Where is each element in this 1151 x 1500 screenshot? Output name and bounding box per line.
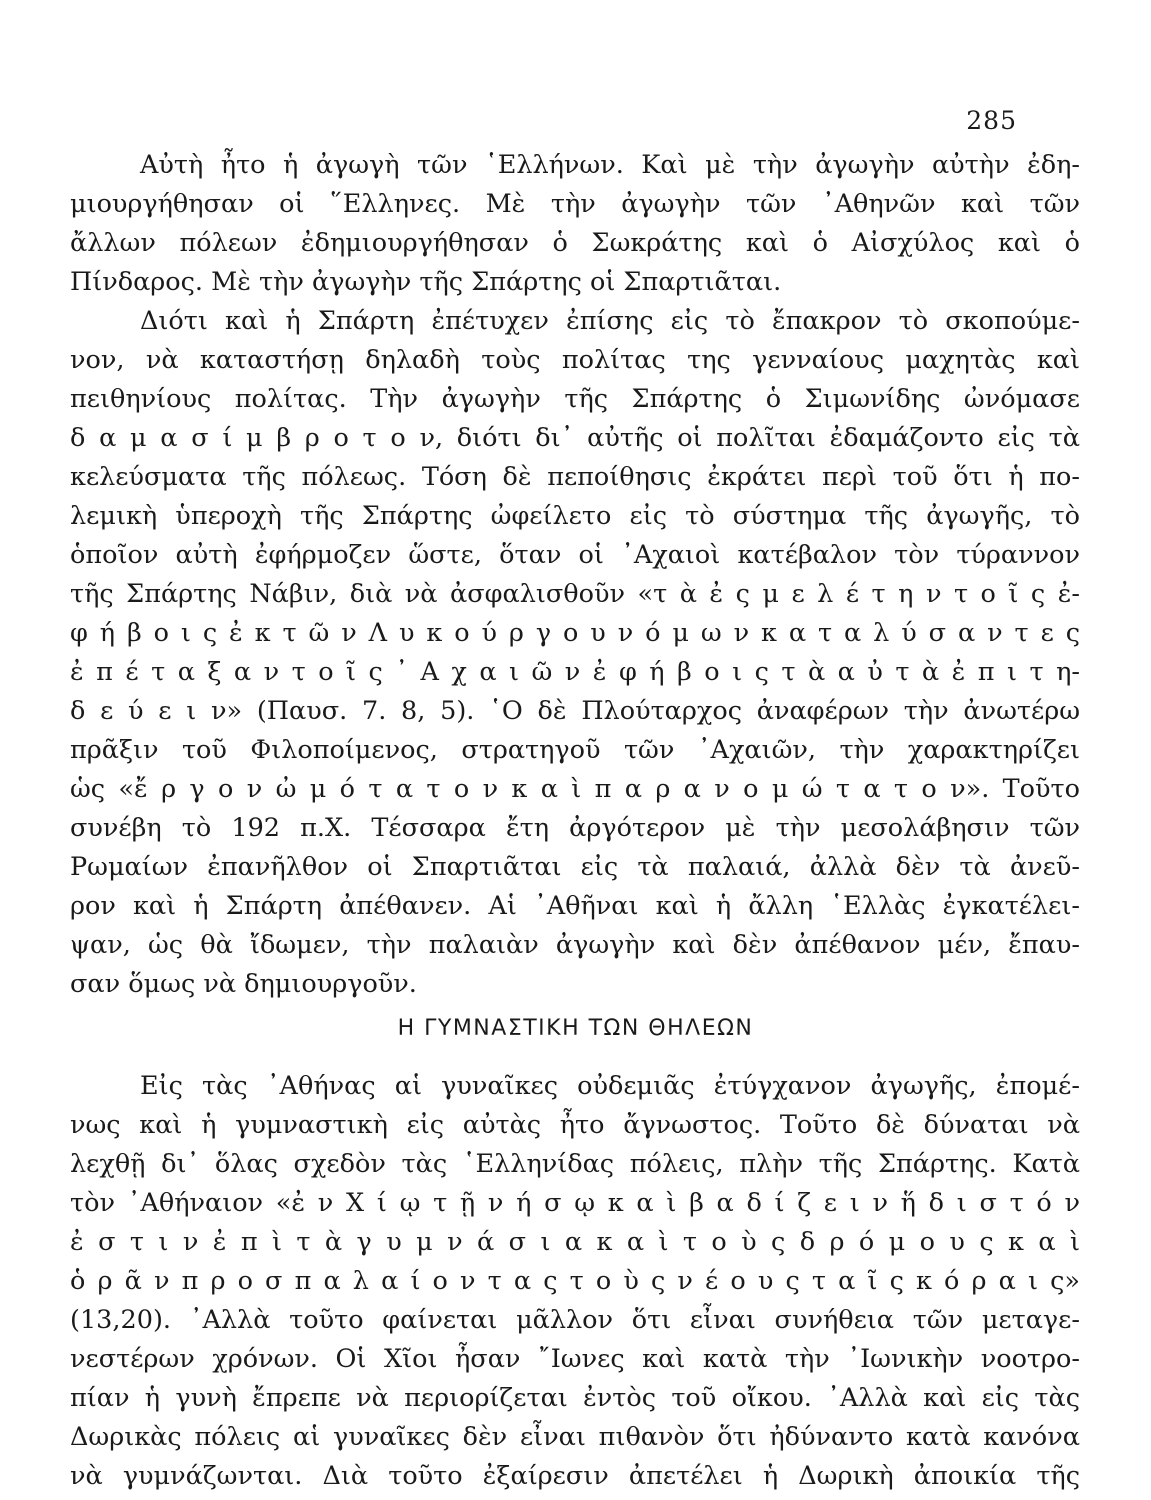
page-number: 285	[966, 106, 1017, 135]
text-line: Αὐτὴ ἦτο ἡ ἀγωγὴ τῶν ῾Ελλήνων. Καὶ μὲ τὴν ἀγωγὴν αὐτὴν ἐδη-	[140, 150, 1080, 180]
section-heading: Η ΓΥΜΝΑΣΤΙΚΗ ΤΩΝ ΘΗΛΕΩΝ	[397, 1016, 754, 1041]
text-line: λεχθῇ δι᾿ ὅλας σχεδὸν τὰς ῾Ελληνίδας πόλεις, πλὴν τῆς Σπάρτης. Κατὰ	[70, 1149, 1080, 1179]
text-line: (13,20). ᾿Αλλὰ τοῦτο φαίνεται μᾶλλον ὅτι εἶναι συνήθεια τῶν μεταγε-	[70, 1305, 1080, 1335]
text-line: νως καὶ ἡ γυμναστικὴ εἰς αὐτὰς ἦτο ἄγνωστος. Τοῦτο δὲ δύναται νὰ	[70, 1110, 1080, 1140]
text-line: δ α μ α σ ί μ β ρ ο τ ο ν, διότι δι᾿ αὐτῆς οἱ πολῖται ἐδαμάζοντο εἰς τὰ	[70, 423, 1080, 453]
first-section-text	[70, 146, 1080, 1004]
text-line: σαν ὅμως νὰ δημιουργοῦν.	[70, 969, 417, 999]
text-line: ψαν, ὡς θὰ ἴδωμεν, τὴν παλαιὰν ἀγωγὴν καὶ δὲν ἀπέθανον μέν, ἔπαυ-	[70, 930, 1080, 960]
text-line: ὁποῖον αὐτὴ ἐφήρμοζεν ὥστε, ὅταν οἱ ᾿Αχαιοὶ κατέβαλον τὸν τύραννον	[70, 540, 1080, 570]
text-line: ἐ σ τ ι ν ἐ π ὶ τ ὰ γ υ μ ν ά σ ι α κ α ὶ τ ο ὺ ς δ ρ ό μ ο υ ς κ α ὶ	[70, 1227, 1080, 1257]
text-line: μιουργήθησαν οἱ ῞Ελληνες. Μὲ τὴν ἀγωγὴν τῶν ᾿Αθηνῶν καὶ τῶν	[70, 189, 1080, 219]
text-line: Ρωμαίων ἐπανῆλθον οἱ Σπαρτιᾶται εἰς τὰ παλαιά, ἀλλὰ δὲν τὰ ἀνεῦ-	[70, 852, 1080, 882]
text-line: ρον καὶ ἡ Σπάρτη ἀπέθανεν. Αἱ ᾿Αθῆναι καὶ ἡ ἄλλη ῾Ελλὰς ἐγκατέλει-	[70, 891, 1080, 921]
text-line: τὸν ᾿Αθήναιον «ἐ ν Χ ί ῳ τ ῇ ν ή σ ῳ κ α ὶ β α δ ί ζ ε ι ν ἥ δ ι σ τ ό ν	[70, 1188, 1080, 1218]
text-line: τῆς Σπάρτης Νάβιν, διὰ νὰ ἀσφαλισθοῦν «τ ὰ ἐ ς μ ε λ έ τ η ν τ ο ῖ ς ἐ-	[70, 579, 1080, 609]
text-line: Εἰς τὰς ᾿Αθήνας αἱ γυναῖκες οὐδεμιᾶς ἐτύγχανον ἀγωγῆς, ἐπομέ-	[140, 1071, 1080, 1101]
text-line: δ ε ύ ε ι ν» (Παυσ. 7. 8, 5). ῾Ο δὲ Πλούταρχος ἀναφέρων τὴν ἀνωτέρω	[70, 696, 1080, 726]
text-line: πρᾶξιν τοῦ Φιλοποίμενος, στρατηγοῦ τῶν ᾿Αχαιῶν, τὴν χαρακτηρίζει	[70, 735, 1080, 765]
text-line: φ ή β ο ι ς ἐ κ τ ῶ ν Λ υ κ ο ύ ρ γ ο υ ν ό μ ω ν κ α τ α λ ύ σ α ν τ ε ς	[70, 618, 1080, 648]
text-line: πειθηνίους πολίτας. Τὴν ἀγωγὴν τῆς Σπάρτης ὁ Σιμωνίδης ὠνόμασε	[70, 384, 1080, 414]
text-line: Διότι καὶ ἡ Σπάρτη ἐπέτυχεν ἐπίσης εἰς τὸ ἔπακρον τὸ σκοπούμε-	[140, 306, 1080, 336]
text-line: κελεύσματα τῆς πόλεως. Τόση δὲ πεποίθησις ἐκράτει περὶ τοῦ ὅτι ἡ πο-	[70, 462, 1080, 492]
second-section-text	[70, 1067, 1080, 1496]
text-line: Πίνδαρος. Μὲ τὴν ἀγωγὴν τῆς Σπάρτης οἱ Σπαρτιᾶται.	[70, 267, 782, 297]
text-line: ὁ ρ ᾶ ν π ρ ο σ π α λ α ί ο ν τ α ς τ ο ὺ ς ν έ ο υ ς τ α ῖ ς κ ό ρ α ι ς»	[70, 1266, 1080, 1296]
text-line: νον, νὰ καταστήσῃ δηλαδὴ τοὺς πολίτας της γενναίους μαχητὰς καὶ	[70, 345, 1080, 375]
text-line: πίαν ἡ γυνὴ ἔπρεπε νὰ περιορίζεται ἐντὸς τοῦ οἴκου. ᾿Αλλὰ καὶ εἰς τὰς	[70, 1383, 1080, 1413]
text-line: λεμικὴ ὑπεροχὴ τῆς Σπάρτης ὠφείλετο εἰς τὸ σύστημα τῆς ἀγωγῆς, τὸ	[70, 501, 1080, 531]
text-line: συνέβη τὸ 192 π.Χ. Τέσσαρα ἔτη ἀργότερον μὲ τὴν μεσολάβησιν τῶν	[70, 813, 1080, 843]
text-line: νεστέρων χρόνων. Οἱ Χῖοι ἦσαν ῎Ιωνες καὶ κατὰ τὴν ᾿Ιωνικὴν νοοτρο-	[70, 1344, 1080, 1374]
text-line: ὡς «ἔ ρ γ ο ν ὠ μ ό τ α τ ο ν κ α ὶ π α ρ α ν ο μ ώ τ α τ ο ν». Τοῦτο	[70, 774, 1080, 804]
text-line: νὰ γυμνάζωνται. Διὰ τοῦτο ἐξαίρεσιν ἀπετέλει ἡ Δωρικὴ ἀποικία τῆς	[70, 1461, 1080, 1491]
text-line: ἐ π έ τ α ξ α ν τ ο ῖ ς ᾿ Α χ α ι ῶ ν ἐ φ ή β ο ι ς τ ὰ α ὐ τ ὰ ἐ π ι τ η-	[70, 657, 1080, 687]
text-line: ἄλλων πόλεων ἐδημιουργήθησαν ὁ Σωκράτης καὶ ὁ Αἰσχύλος καὶ ὁ	[70, 228, 1080, 258]
text-line: Δωρικὰς πόλεις αἱ γυναῖκες δὲν εἶναι πιθανὸν ὅτι ἠδύναντο κατὰ κανόνα	[70, 1422, 1080, 1452]
